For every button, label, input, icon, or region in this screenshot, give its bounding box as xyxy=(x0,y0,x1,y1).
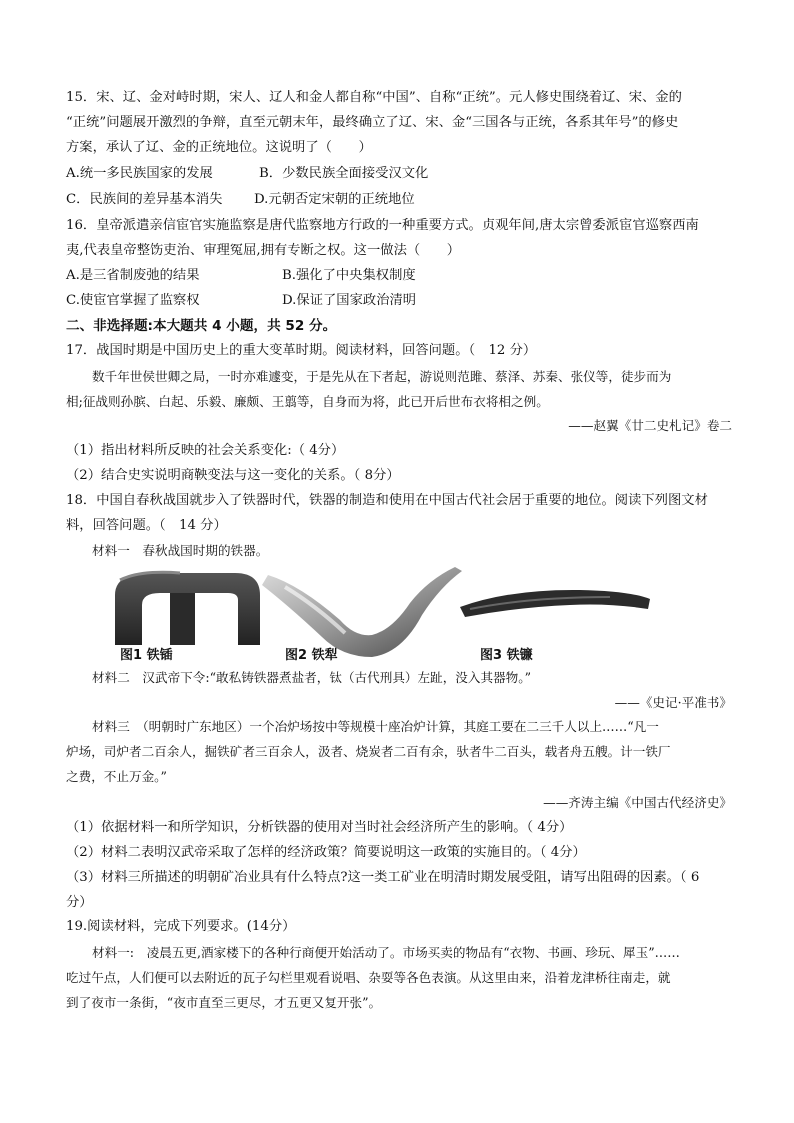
q15-option-d: D.元朝否定宋朝的正统地位 xyxy=(254,192,415,207)
q16-option-c: C.使宦官掌握了监察权 xyxy=(66,293,200,308)
q16-option-d: D.保证了国家政治清明 xyxy=(282,293,417,308)
q15-option-a: A.统一多民族国家的发展 xyxy=(66,166,213,181)
q18-subquestion-1: （1）依据材料一和所学知识，分析铁器的使用对当时社会经济所产生的影响。（ 4分） xyxy=(66,820,573,835)
iron-sickle-image xyxy=(460,590,650,617)
q18-material3-line3: 之费，不止万金。” xyxy=(66,769,167,784)
q18-stem-line2: 料，回答问题。（ 14 分） xyxy=(66,518,227,533)
figure2-caption: 图2 铁犁 xyxy=(285,648,338,663)
q16-stem-line2: 夷,代表皇帝整饬吏治、审理冤屈,拥有专断之权。这一做法（ ） xyxy=(66,243,461,258)
q18-material1-title: 材料一 春秋战国时期的铁器。 xyxy=(92,543,269,558)
figure1-caption: 图1 铁锸 xyxy=(120,648,173,663)
q19-material1-line3: 到了夜市一条街，“夜市直至三更尽，才五更又复开张”。 xyxy=(66,995,382,1010)
q15-stem-line3: 方案，承认了辽、金的正统地位。这说明了（ ） xyxy=(66,140,372,155)
q19-material1-line2: 吃过午点，人们便可以去附近的瓦子勾栏里观看说唱、杂耍等各色表演。从这里由来，沿着龙津桥往南走，就 xyxy=(66,970,671,985)
q17-source: ——赵翼《廿二史札记》卷二 xyxy=(568,418,732,433)
q18-material3-line2: 炉场，司炉者二百余人，掘铁矿者三百余人，汲者、烧炭者二百有余，驮者牛二百头，载者舟五艘。计一铁厂 xyxy=(66,744,671,759)
q15-option-b: B．少数民族全面接受汉文化 xyxy=(259,166,429,181)
q17-material-line2: 相;征战则孙膑、白起、乐毅、廉颇、王翦等，自身而为将，此已开后世布衣将相之例。 xyxy=(66,394,549,409)
iron-tools-figure xyxy=(110,565,730,665)
q18-material3-line1: 材料三 （明朝时广东地区）一个冶炉场按中等规模十座冶炉计算，其庭工要在二三千人以上……“凡一 xyxy=(92,719,659,734)
q15-option-c: C．民族间的差异基本消失 xyxy=(66,192,223,207)
q17-stem: 17．战国时期是中国历史上的重大变革时期。阅读材料，回答问题。（ 12 分） xyxy=(66,343,537,358)
section-heading: 二、非选择题:本大题共 4 小题，共 52 分。 xyxy=(66,318,337,334)
q18-material3-source: ——齐涛主编《中国古代经济史》 xyxy=(543,795,732,810)
q16-option-a: A.是三省制废弛的结果 xyxy=(66,268,200,283)
q17-subquestion-2: （2）结合史实说明商鞅变法与这一变化的关系。（ 8分） xyxy=(66,468,400,483)
q16-option-b: B.强化了中央集权制度 xyxy=(282,268,416,283)
q18-subquestion-2: （2）材料二表明汉武帝采取了怎样的经济政策？简要说明这一政策的实施目的。（ 4分） xyxy=(66,845,586,860)
q17-subquestion-1: （1）指出材料所反映的社会关系变化:（ 4分） xyxy=(66,443,345,458)
q18-subquestion-3: （3）材料三所描述的明朝矿冶业具有什么特点?这一类工矿业在明清时期发展受阻，请写出阻碍的因素。（ 6 xyxy=(66,870,700,885)
q19-material1-line1: 材料一: 凌晨五更,酒家楼下的各种行商便开始活动了。市场买卖的物品有“衣物、书画、珍玩、犀玉”…… xyxy=(92,945,680,960)
q19-stem: 19.阅读材料，完成下列要求。(14分） xyxy=(66,919,296,934)
q18-material2-source: ——《史记·平准书》 xyxy=(614,695,732,710)
q18-material2: 材料二 汉武帝下令:“敢私铸铁器煮盐者，钛（古代刑具）左趾，没入其器物。” xyxy=(92,670,532,685)
q18-stem-line1: 18．中国自春秋战国就步入了铁器时代，铁器的制造和使用在中国古代社会居于重要的地位。阅读下列图文材 xyxy=(66,493,708,508)
q18-subquestion-3-continued: 分） xyxy=(66,895,93,910)
q17-material-line1: 数千年世侯世卿之局，一时亦难遽变，于是先从在下者起，游说则范雎、蔡泽、苏秦、张仪等，徒步而为 xyxy=(92,369,672,384)
figure3-caption: 图3 铁镰 xyxy=(480,648,533,663)
q15-stem-line2: “正统”问题展开激烈的争辩，直至元朝末年，最终确立了辽、宋、金“三国各与正统，各系其年号”的修史 xyxy=(66,115,679,130)
iron-spade-image xyxy=(115,572,260,645)
q15-stem-line1: 15．宋、辽、金对峙时期，宋人、辽人和金人都自称“中国”、自称“正统”。元人修史围绕着辽、宋、金的 xyxy=(66,90,682,105)
q16-stem-line1: 16．皇帝派遣亲信宦官实施监察是唐代监察地方行政的一种重要方式。贞观年间,唐太宗曾委派宦官巡察西南 xyxy=(66,218,699,233)
